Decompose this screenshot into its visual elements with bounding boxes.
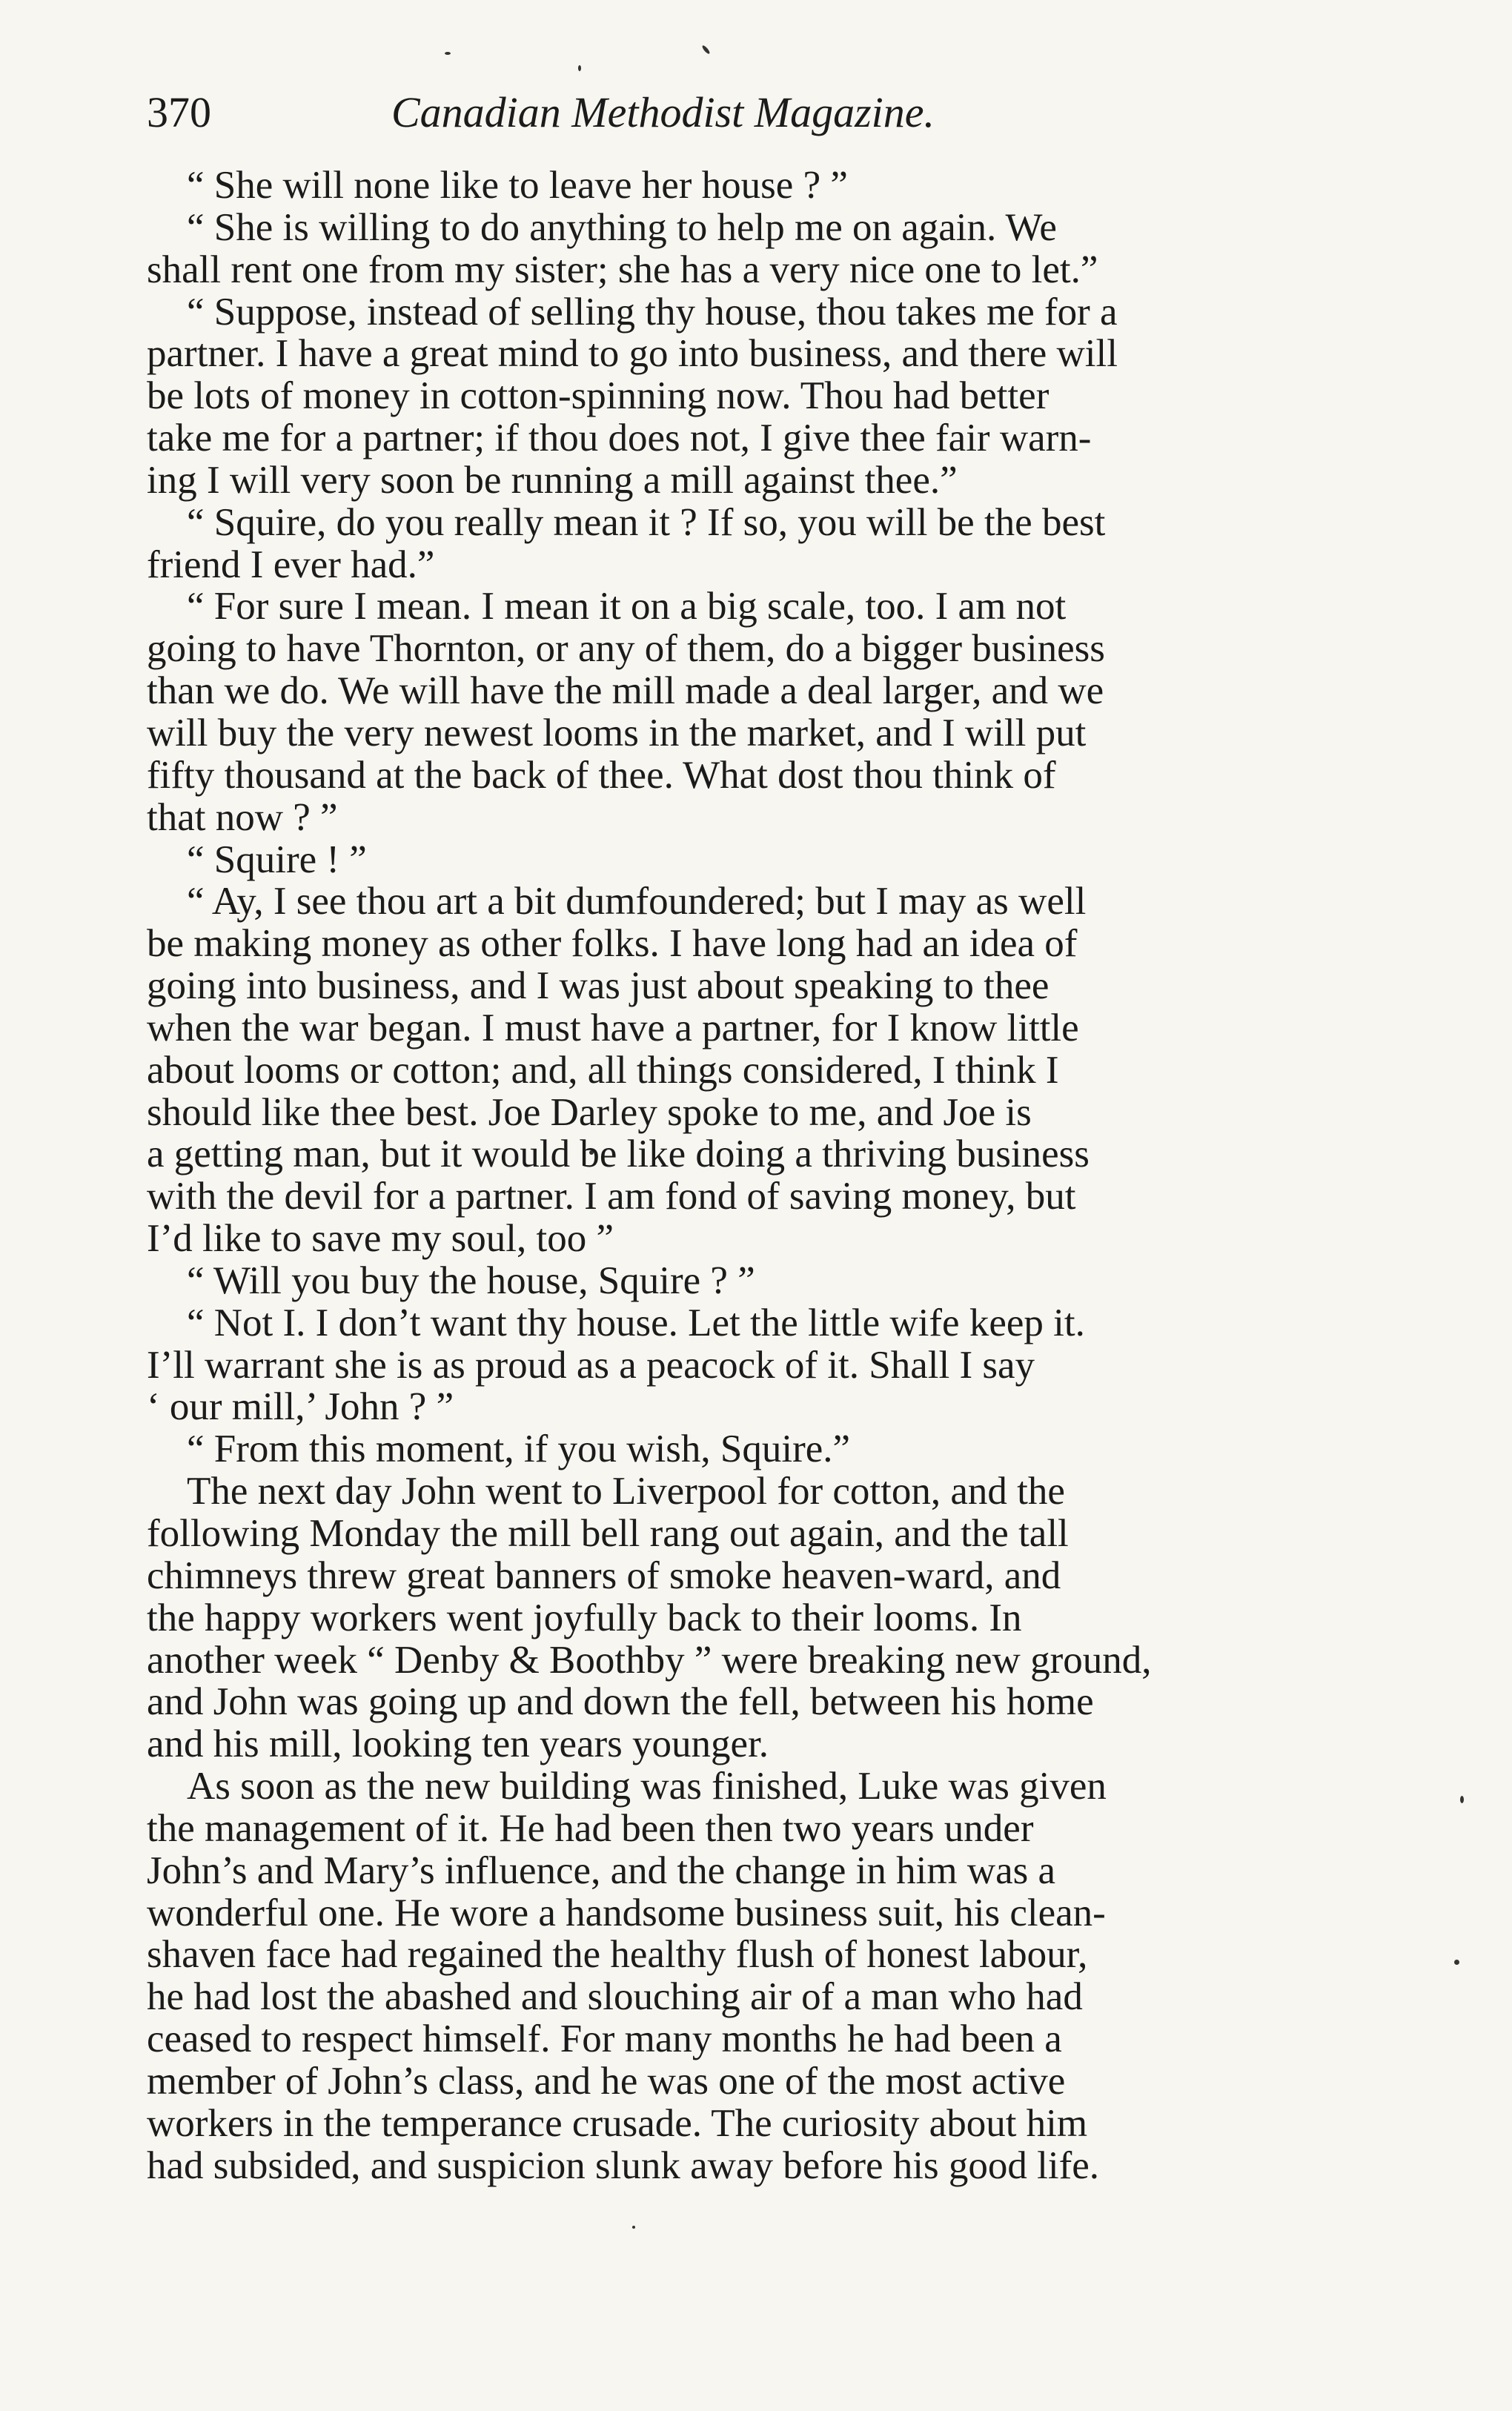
dialogue-paragraph: “ From this moment, if you wish, Squire.” [187,1427,851,1471]
dialogue-paragraph: “ Squire, do you really mean it ? If so, you will be the best friend I ever had.” [147,500,1106,586]
ink-speck [578,65,581,71]
dialogue-paragraph: “ She will none like to leave her house ? ” [187,164,848,207]
body-text [147,165,1288,2187]
page-number: 370 [147,88,211,136]
narrative-paragraph: As soon as the new building was finished, Luke was given the management of it. He had been then two years under John’s and Mary’s influence, and the change in him was a wonderful one. He wore a handsome business suit, his clean- shaven face had regained the healthy flush of honest labour, he had lost the abashed and slouching air of a man who had ceased to respect himself. For many months he had been a member of John’s class, and he was one of the most active workers in the temperance crusade. The curiosity about him had subsided, and suspicion slunk away before his good life. [147,1765,1107,2187]
dialogue-paragraph: “ Squire ! ” [187,838,367,881]
dialogue-paragraph: “ Suppose, instead of selling thy house, thou takes me for a partner. I have a great mind to go into business, and there will be lots of money in cotton-spinning now. Thou had better take me for a partner; if thou does not, I give thee fair warn- ing I will very soon be running a mill against thee.” [147,290,1118,502]
ink-speck [1460,1796,1464,1803]
ink-speck [701,44,711,55]
running-title: Canadian Methodist Magazine. [391,88,935,136]
ink-speck [632,2226,635,2229]
page-header [147,83,1288,142]
dialogue-paragraph: “ Not I. I don’t want thy house. Let the little wife keep it. I’ll warrant she is as proud as a peacock of it. Shall I say ‘ our mill,’ John ? ” [147,1301,1085,1429]
dialogue-paragraph: “ For sure I mean. I mean it on a big scale, too. I am not going to have Thornton, or any of them, do a bigger business than we do. We will have the mill made a deal larger, and we will buy the very newest looms in the market, and I will put fifty thousand at the back of thee. What dost thou think of that now ? ” [147,585,1105,839]
ink-speck [1454,1960,1459,1965]
narrative-paragraph: The next day John went to Liverpool for cotton, and the following Monday the mill bell rang out again, and the tall chimneys threw great banners of smoke heaven-ward, and the happy workers went joyfully back to their looms. In another week “ Denby & Boothby ” were breaking new ground, and John was going up and down the fell, between his home and his mill, looking ten years younger. [147,1470,1152,1766]
dialogue-paragraph: “ Ay, I see thou art a bit dumfoundered; but I may as well be making money as other folks. I have long had an idea of going into business, and I was just about speaking to thee when the war began. I must have a partner, for I know little about looms or cotton; and, all things considered, I think I should like thee best. Joe Darley spoke to me, and Joe is a getting man, but it would be like doing a thriving business with the devil for a partner. I am fond of saving money, but I’d like to save my soul, too ” [147,880,1090,1261]
dialogue-paragraph: “ She is willing to do anything to help me on again. We shall rent one from my sister; she has a very nice one to let.” [147,205,1098,291]
ink-speck [445,52,451,55]
dialogue-paragraph: “ Will you buy the house, Squire ? ” [187,1258,755,1302]
